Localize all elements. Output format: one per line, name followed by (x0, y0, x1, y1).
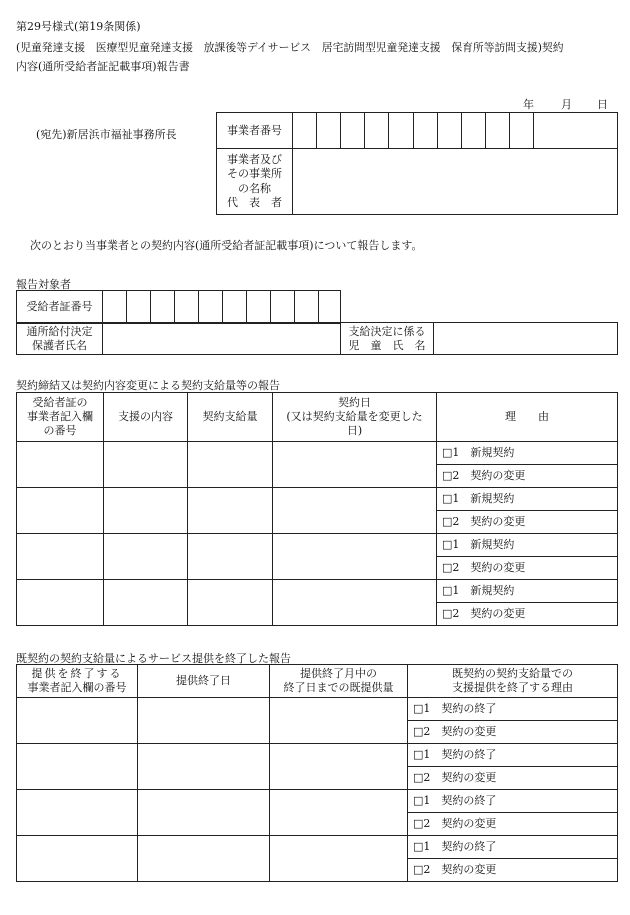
end-col-number-header: 提供を終了する 事業者記入欄の番号 (17, 665, 138, 698)
end-number-cell[interactable] (17, 744, 138, 790)
reason-contract-end-checkbox[interactable]: □1 契約の終了 (408, 744, 618, 767)
intro-text: 次のとおり当事業者との契約内容(通所受給者証記載事項)について報告します。 (30, 239, 423, 252)
end-date-cell[interactable] (138, 790, 270, 836)
business-number-digit[interactable] (293, 113, 317, 149)
contract-section-title: 契約締結又は契約内容変更による契約支給量等の報告 (16, 379, 280, 392)
recipient-number-digit[interactable] (103, 291, 127, 324)
contract-col-number-header: 受給者証の 事業者記入欄 の番号 (17, 393, 104, 442)
business-name-label: 事業者及び その事業所 の名称 代 表 者 (217, 149, 293, 215)
form-subtitle-line1: (児童発達支援 医療型児童発達支援 放課後等デイサービス 居宅訪問型児童発達支援 保育所等訪問支援)契約 (16, 41, 564, 54)
business-number-label: 事業者番号 (217, 113, 293, 149)
end-section-title: 既契約の契約支給量によるサービス提供を終了した報告 (16, 652, 291, 665)
recipient-number-digit[interactable] (199, 291, 223, 324)
business-info-table (216, 112, 618, 215)
addressee: (宛先)新居浜市福祉事務所長 (36, 128, 177, 141)
form-subtitle-line2: 内容(通所受給者証記載事項)報告書 (16, 60, 190, 73)
reason-contract-change-checkbox[interactable]: □2 契約の変更 (408, 767, 618, 790)
contract-number-cell[interactable] (17, 488, 104, 534)
recipient-number-digit[interactable] (127, 291, 151, 324)
reason-change-contract-checkbox[interactable]: □2 契約の変更 (437, 557, 618, 580)
business-number-digit[interactable] (462, 113, 486, 149)
end-report-table (16, 664, 618, 882)
reason-new-contract-checkbox[interactable]: □1 新規契約 (437, 534, 618, 557)
end-date-cell[interactable] (138, 698, 270, 744)
end-provided-cell[interactable] (270, 790, 408, 836)
end-provided-cell[interactable] (270, 836, 408, 882)
end-col-date-header: 提供終了日 (138, 665, 270, 698)
end-number-cell[interactable] (17, 836, 138, 882)
child-name-field[interactable] (434, 323, 618, 355)
recipient-number-table (16, 290, 341, 324)
contract-amount-cell[interactable] (188, 534, 273, 580)
business-number-digit[interactable] (341, 113, 365, 149)
contract-support-cell[interactable] (104, 442, 188, 488)
reason-contract-end-checkbox[interactable]: □1 契約の終了 (408, 836, 618, 859)
guardian-name-label: 通所給付決定 保護者氏名 (17, 323, 103, 355)
date-month: 月 (561, 98, 572, 111)
recipient-number-digit[interactable] (247, 291, 271, 324)
contract-col-reason-header: 理 由 (437, 393, 618, 442)
reason-change-contract-checkbox[interactable]: □2 契約の変更 (437, 603, 618, 626)
contract-number-cell[interactable] (17, 534, 104, 580)
business-number-digit[interactable] (486, 113, 510, 149)
contract-col-date-header: 契約日 (又は契約支給量を変更した 日) (273, 393, 437, 442)
reason-contract-change-checkbox[interactable]: □2 契約の変更 (408, 721, 618, 744)
reason-change-contract-checkbox[interactable]: □2 契約の変更 (437, 465, 618, 488)
target-section-title: 報告対象者 (16, 278, 71, 291)
recipient-number-digit[interactable] (175, 291, 199, 324)
contract-support-cell[interactable] (104, 488, 188, 534)
recipient-number-digit[interactable] (319, 291, 341, 324)
contract-date-cell[interactable] (273, 442, 437, 488)
names-table (16, 322, 618, 355)
reason-contract-change-checkbox[interactable]: □2 契約の変更 (408, 859, 618, 882)
reason-new-contract-checkbox[interactable]: □1 新規契約 (437, 580, 618, 603)
end-date-cell[interactable] (138, 744, 270, 790)
business-number-extra[interactable] (534, 113, 618, 149)
contract-number-cell[interactable] (17, 580, 104, 626)
reason-contract-end-checkbox[interactable]: □1 契約の終了 (408, 698, 618, 721)
form-number: 第29号様式(第19条関係) (16, 20, 141, 33)
reason-contract-change-checkbox[interactable]: □2 契約の変更 (408, 813, 618, 836)
end-provided-cell[interactable] (270, 744, 408, 790)
contract-support-cell[interactable] (104, 580, 188, 626)
end-number-cell[interactable] (17, 698, 138, 744)
contract-report-table (16, 392, 618, 626)
recipient-number-label: 受給者証番号 (17, 291, 103, 324)
contract-amount-cell[interactable] (188, 488, 273, 534)
end-col-reason-header: 既契約の契約支給量での 支援提供を終了する理由 (408, 665, 618, 698)
contract-number-cell[interactable] (17, 442, 104, 488)
contract-amount-cell[interactable] (188, 442, 273, 488)
reason-change-contract-checkbox[interactable]: □2 契約の変更 (437, 511, 618, 534)
end-provided-cell[interactable] (270, 698, 408, 744)
child-name-label: 支給決定に係る 児 童 氏 名 (341, 323, 434, 355)
contract-date-cell[interactable] (273, 580, 437, 626)
contract-support-cell[interactable] (104, 534, 188, 580)
reason-contract-end-checkbox[interactable]: □1 契約の終了 (408, 790, 618, 813)
recipient-number-digit[interactable] (271, 291, 295, 324)
date-day: 日 (597, 98, 608, 111)
business-number-digit[interactable] (389, 113, 414, 149)
guardian-name-field[interactable] (103, 323, 341, 355)
end-date-cell[interactable] (138, 836, 270, 882)
business-number-digit[interactable] (414, 113, 438, 149)
recipient-number-digit[interactable] (223, 291, 247, 324)
recipient-number-digit[interactable] (295, 291, 319, 324)
contract-amount-cell[interactable] (188, 580, 273, 626)
contract-date-cell[interactable] (273, 534, 437, 580)
business-number-digit[interactable] (438, 113, 462, 149)
date-year: 年 (523, 98, 534, 111)
business-number-digit[interactable] (510, 113, 534, 149)
recipient-number-digit[interactable] (151, 291, 175, 324)
contract-date-cell[interactable] (273, 488, 437, 534)
business-number-digit[interactable] (365, 113, 389, 149)
contract-col-amount-header: 契約支給量 (188, 393, 273, 442)
business-name-field[interactable] (293, 149, 618, 215)
end-number-cell[interactable] (17, 790, 138, 836)
reason-new-contract-checkbox[interactable]: □1 新規契約 (437, 488, 618, 511)
business-number-digit[interactable] (317, 113, 341, 149)
end-col-provided-header: 提供終了月中の 終了日までの既提供量 (270, 665, 408, 698)
contract-col-support-header: 支援の内容 (104, 393, 188, 442)
reason-new-contract-checkbox[interactable]: □1 新規契約 (437, 442, 618, 465)
